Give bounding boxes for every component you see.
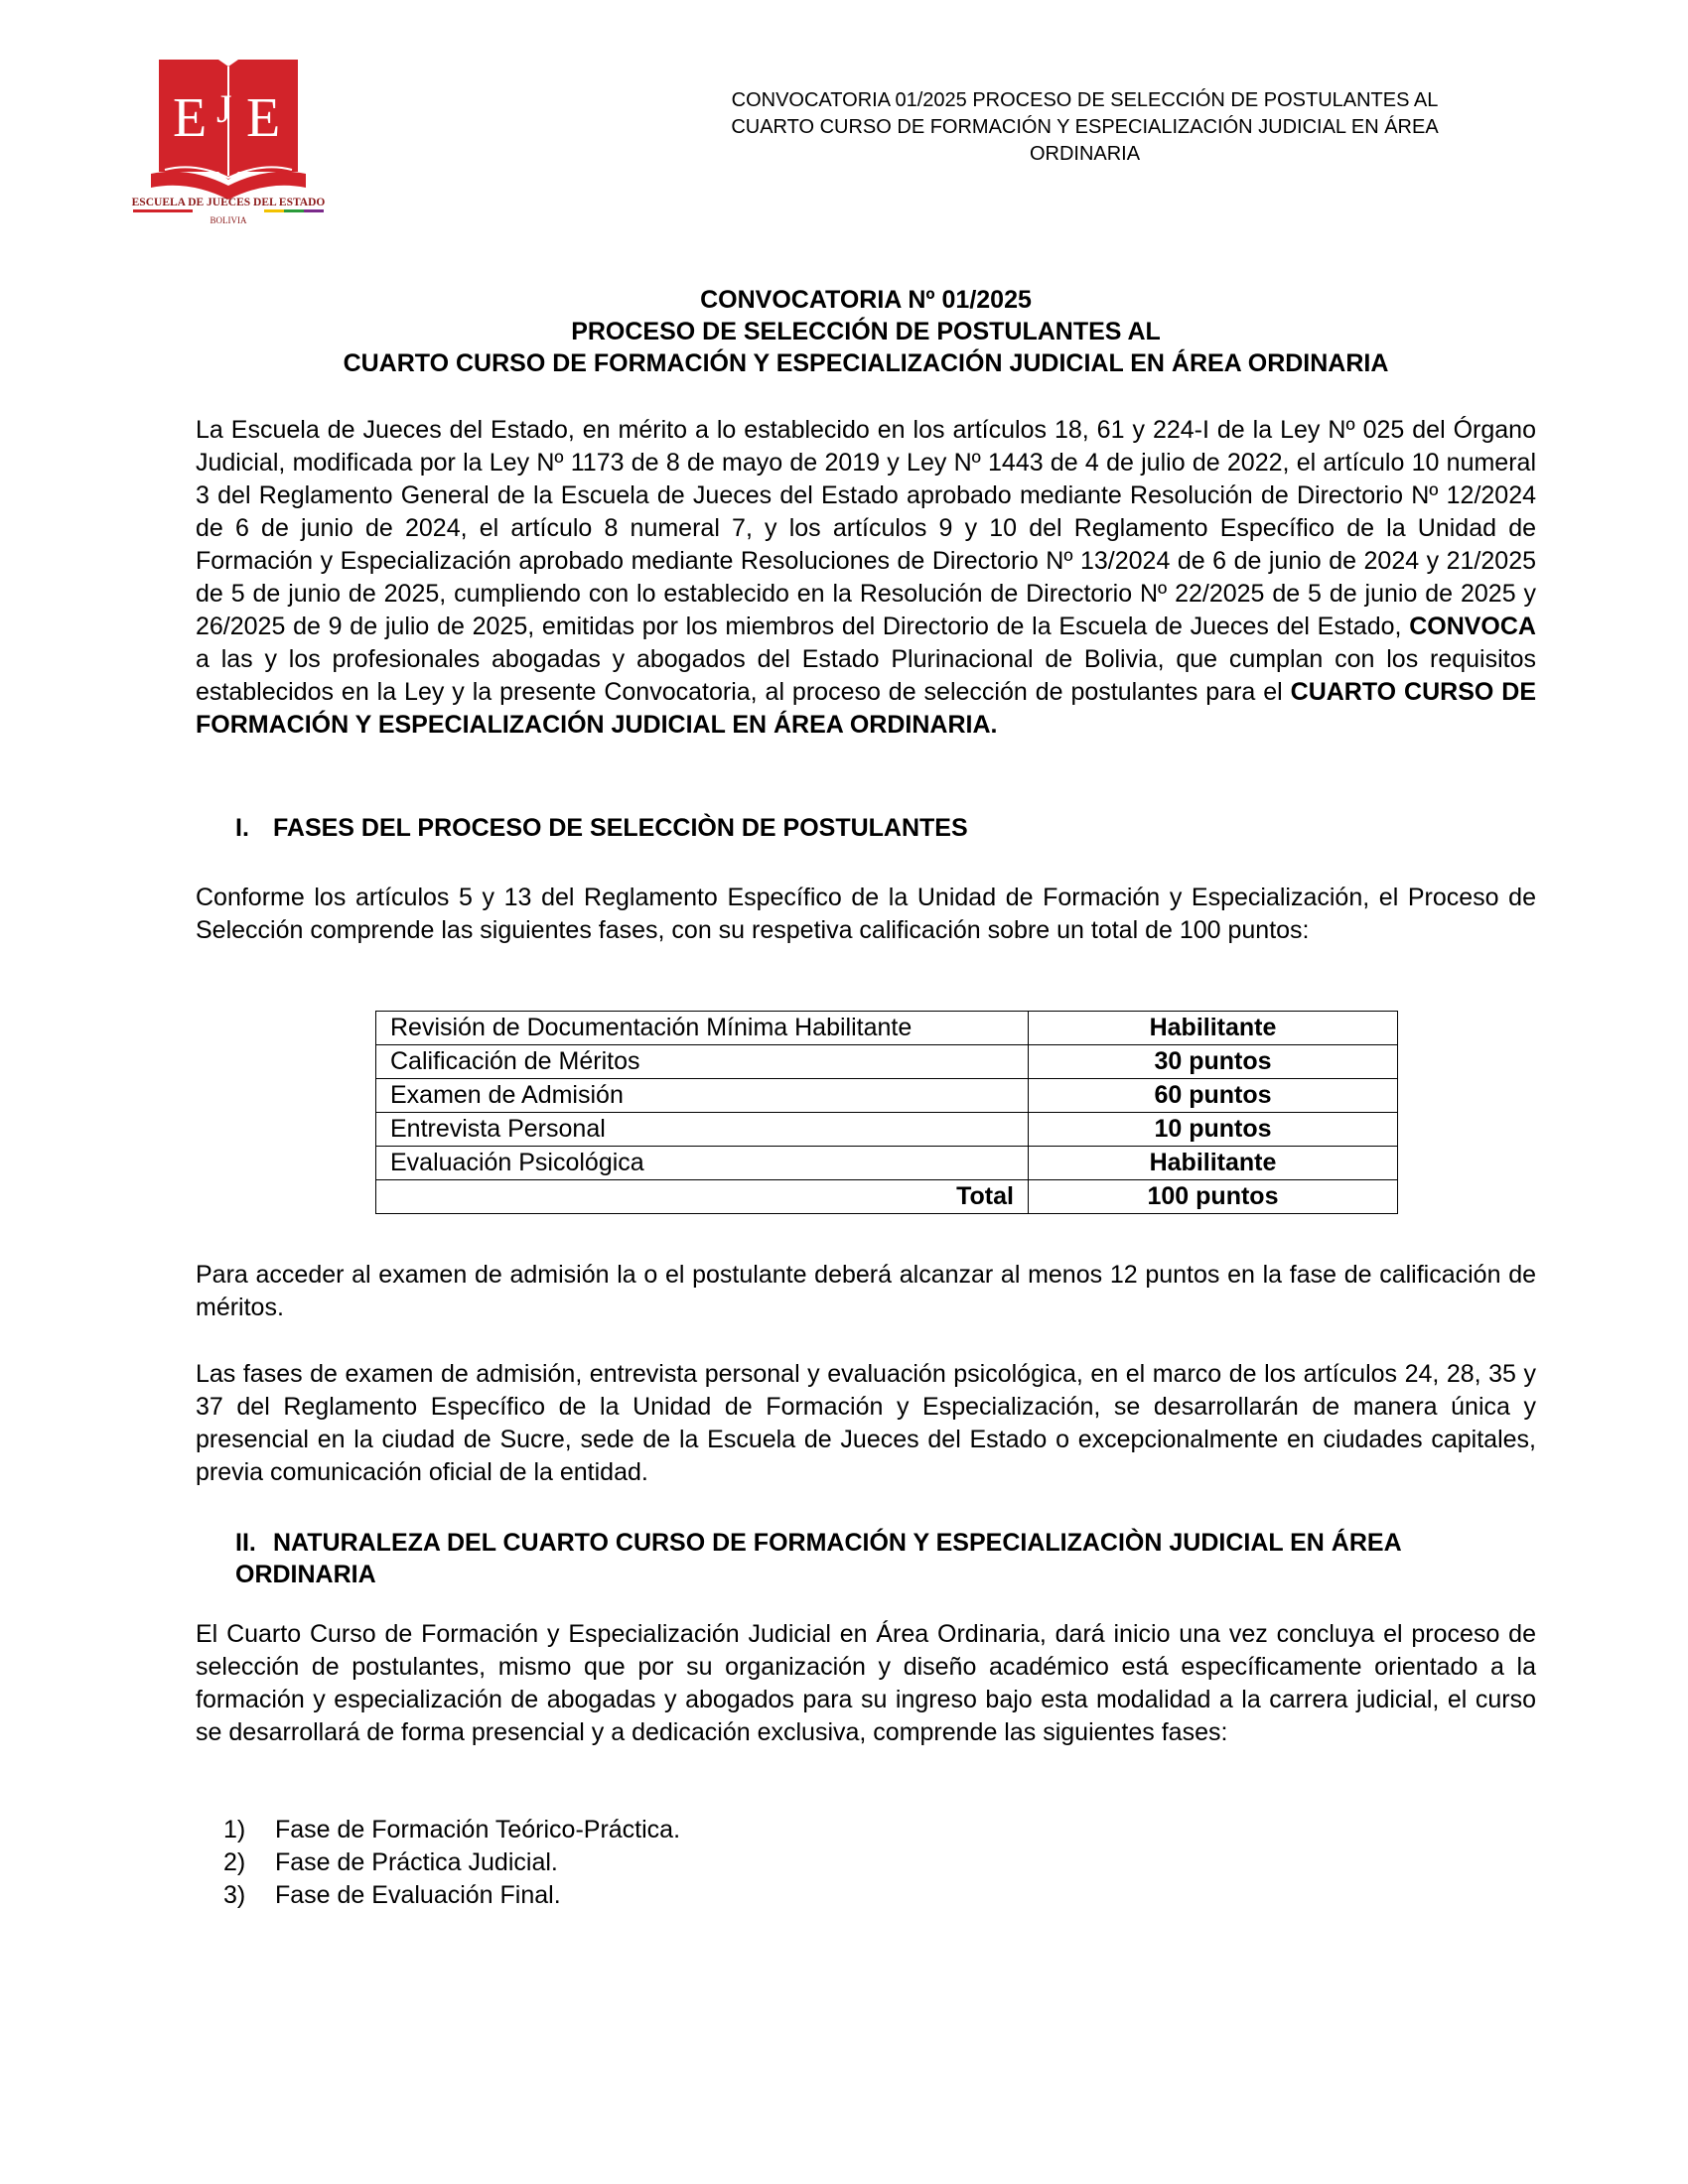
score-cell: Habilitante xyxy=(1029,1147,1398,1180)
institution-logo xyxy=(129,55,328,233)
table-row xyxy=(376,1045,1398,1079)
phases-paragraph: Conforme los artículos 5 y 13 del Reglamento Específico de la Unidad de Formación y Especialización, el Proceso de Selección comprende las siguientes fases, con su respetiva calificación sobre un total de 100 puntos: xyxy=(196,884,1536,944)
title-line: PROCESO DE SELECCIÓN DE POSTULANTES AL xyxy=(571,318,1161,345)
score-cell: Habilitante xyxy=(1029,1012,1398,1045)
running-header xyxy=(635,87,1534,168)
minimum-score-paragraph: Para acceder al examen de admisión la o el postulante deberá alcanzar al menos 12 puntos en la fase de calificación de méritos. xyxy=(196,1261,1536,1321)
title-line: CONVOCATORIA Nº 01/2025 xyxy=(700,286,1032,314)
list-item: 1) Fase de Formación Teórico-Práctica. xyxy=(223,1816,681,1843)
section-title: FASES DEL PROCESO DE SELECCIÒN DE POSTULANTES xyxy=(273,814,968,842)
title-line: CUARTO CURSO DE FORMACIÓN Y ESPECIALIZACIÓN JUDICIAL EN ÁREA ORDINARIA xyxy=(343,349,1389,377)
phase-cell: Calificación de Méritos xyxy=(376,1045,1029,1079)
phase-cell: Evaluación Psicológica xyxy=(376,1147,1029,1180)
section-title: NATURALEZA DEL CUARTO CURSO DE FORMACIÓN Y ESPECIALIZACIÒN JUDICIAL EN ÁREA xyxy=(273,1529,1402,1557)
section-heading-naturaleza xyxy=(235,1527,1536,1590)
score-cell: 10 puntos xyxy=(1029,1113,1398,1147)
table-row xyxy=(376,1147,1398,1180)
logo-country-text: BOLIVIA xyxy=(210,215,247,225)
total-label-cell: Total xyxy=(376,1180,1029,1214)
list-item: 3) Fase de Evaluación Final. xyxy=(223,1881,561,1909)
total-value-cell: 100 puntos xyxy=(1029,1180,1398,1214)
phase-cell: Revisión de Documentación Mínima Habilitante xyxy=(376,1012,1029,1045)
table-row xyxy=(376,1012,1398,1045)
section-title-continuation: ORDINARIA xyxy=(235,1561,376,1588)
table-row xyxy=(376,1113,1398,1147)
header-line: CUARTO CURSO DE FORMACIÓN Y ESPECIALIZACIÓN JUDICIAL EN ÁREA xyxy=(731,116,1439,138)
course-nature-paragraph: El Cuarto Curso de Formación y Especialización Judicial en Área Ordinaria, dará inicio una vez concluya el proceso de selección de postulantes, mismo que por su organización y diseño académico está específicamente orientado a la formación y especialización de abogadas y abogados para su ingreso bajo esta modalidad a la carrera judicial, el curso se desarrollará de forma presencial y a dedicación exclusiva, comprende las siguientes fases: xyxy=(196,1620,1536,1746)
open-book-logo-icon xyxy=(129,55,328,233)
convoca-emphasis: CONVOCA xyxy=(1409,613,1536,640)
header-line: CONVOCATORIA 01/2025 PROCESO DE SELECCIÓN DE POSTULANTES AL xyxy=(731,89,1439,111)
course-phases-list xyxy=(223,1814,680,1912)
section-number: I. xyxy=(235,814,249,842)
table-total-row xyxy=(376,1180,1398,1214)
phase-cell: Examen de Admisión xyxy=(376,1079,1029,1113)
svg-text:E: E xyxy=(173,87,208,149)
course-name-emphasis: CUARTO CURSO DE FORMACIÓN Y ESPECIALIZACIÓN JUDICIAL EN ÁREA ORDINARIA. xyxy=(196,678,1537,739)
table-row xyxy=(376,1079,1398,1113)
phase-cell: Entrevista Personal xyxy=(376,1113,1029,1147)
section-number: II. xyxy=(235,1529,256,1557)
logo-institution-text: ESCUELA DE JUECES DEL ESTADO xyxy=(131,197,326,208)
score-cell: 30 puntos xyxy=(1029,1045,1398,1079)
score-cell: 60 puntos xyxy=(1029,1079,1398,1113)
header-line: ORDINARIA xyxy=(1029,143,1141,165)
list-item: 2) Fase de Práctica Judicial. xyxy=(223,1848,558,1876)
selection-phases-table xyxy=(375,1011,1398,1214)
intro-paragraph: La Escuela de Jueces del Estado, en mérito a lo establecido en los artículos 18, 61 y 224-I de la Ley Nº 025 del Órgano Judicial, modificada por la Ley Nº 1173 de 8 de mayo de 2019 y Ley Nº 1443 de 4 de julio de 2022, el artículo 10 numeral 3 del Reglamento General de la Escuela de Jueces del Estado aprobado mediante Resolución de Directorio Nº 12/2024 de 6 de junio de 2024, el artículo 8 numeral 7, y los artículos 9 y 10 del Reglamento Específico de la Unidad de Formación y Especialización aprobado mediante Resoluciones de Directorio Nº 13/2024 de 6 de junio de 2024 y 21/2025 de 5 de junio de 2025, cumpliendo con lo establecido en la Resolución de Directorio Nº 22/2025 de 5 de junio de 2025 y 26/2025 de 9 de julio de 2025, emitidas por los miembros del Directorio de la Escuela de Jueces del Estado, CONVOCA a las y los profesionales abogadas y abogados del Estado Plurinacional de Bolivia, que cumplan con los requisitos establecidos en la Ley y la presente Convocatoria, al proceso de selección de postulantes para el CUARTO CURSO DE FORMACIÓN Y ESPECIALIZACIÓN JUDICIAL EN ÁREA ORDINARIA. xyxy=(196,416,1537,739)
svg-text:J: J xyxy=(216,86,232,131)
svg-text:E: E xyxy=(246,87,281,149)
phases-location-paragraph: Las fases de examen de admisión, entrevista personal y evaluación psicológica, en el marco de los artículos 24, 28, 35 y 37 del Reglamento Específico de la Unidad de Formación y Especialización, se desarrollarán de manera única y presencial en la ciudad de Sucre, sede de la Escuela de Jueces del Estado o excepcionalmente en ciudades capitales, previa comunicación oficial de la entidad. xyxy=(196,1360,1536,1486)
document-title xyxy=(196,284,1536,379)
section-heading-fases xyxy=(235,812,1536,844)
